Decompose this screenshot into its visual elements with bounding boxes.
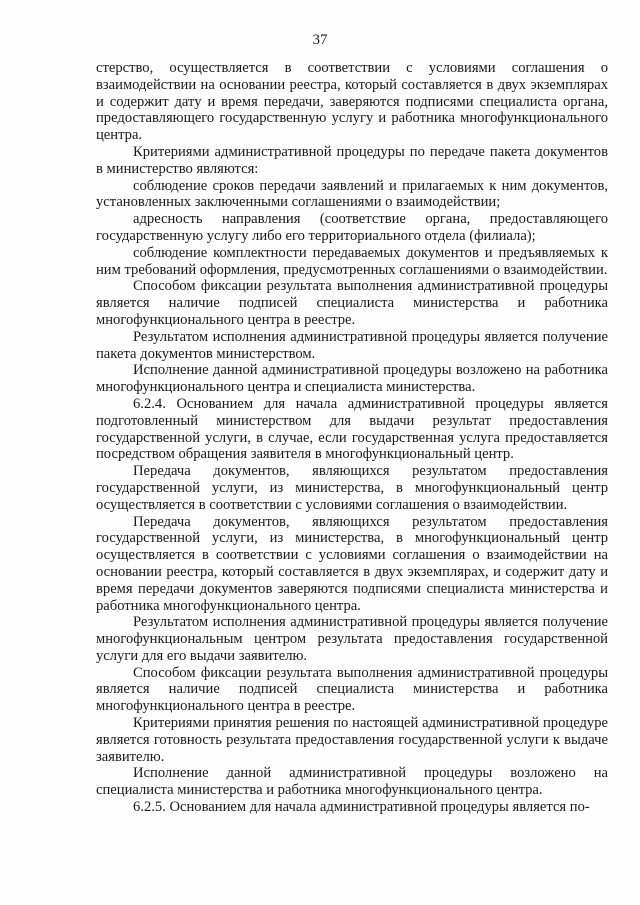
- paragraph-decision-criteria: Критериями принятия решения по настоящей административной процедуре является готовность результата предоставления государственной услуги к выдаче заявителю.: [96, 715, 608, 765]
- paragraph-responsibility: Исполнение данной административной процедуры возложено на работника многофункционального центра и специалиста министерства.: [96, 362, 608, 396]
- paragraph-responsibility-2: Исполнение данной административной процедуры возложено на специалиста министерства и работника многофункционального центра.: [96, 765, 608, 799]
- paragraph-fixation-method: Способом фиксации результата выполнения административной процедуры является наличие подписей специалиста министерства и работника многофункционального центра в реестре.: [96, 278, 608, 328]
- paragraph-criteria-deadlines: соблюдение сроков передачи заявлений и прилагаемых к ним документов, установленных заключенными соглашениями о взаимодействии;: [96, 177, 608, 211]
- paragraph-section-6-2-4: 6.2.4. Основанием для начала административной процедуры является подготовленный министерством для выдачи результат предоставления государственной услуги, в случае, если государственная услуга предоставляется посредством обращения заявителя в многофункциональный центр.: [96, 395, 608, 463]
- document-body: [96, 60, 608, 816]
- paragraph-section-6-2-5: 6.2.5. Основанием для начала административной процедуры является по-: [133, 799, 590, 816]
- paragraph-criteria-completeness: соблюдение комплектности передаваемых документов и предъявляемых к ним требований оформления, предусмотренных соглашениями о взаимодействии.: [96, 244, 608, 278]
- paragraph-result: Результатом исполнения административной процедуры является получение пакета документов министерством.: [96, 328, 608, 362]
- paragraph-criteria-addressing: адресность направления (соответствие органа, предоставляющего государственную услугу либо его территориального отдела (филиала);: [96, 211, 608, 244]
- paragraph-fixation-method-2: Способом фиксации результата выполнения административной процедуры является наличие подписей специалиста министерства и работника многофункционального центра в реестре.: [96, 664, 608, 715]
- paragraph-transfer-registry: Передача документов, являющихся результатом предоставления государственной услуги, из министерства, в многофункциональный центр осуществляется в соответствии с условиями соглашения о взаимодействии на основании реестра, который составляется в двух экземплярах, и содержит дату и время передачи документов заверяются подписями специалиста министерства и работника многофункционального центра.: [96, 513, 608, 614]
- paragraph-criteria-intro: Критериями административной процедуры по передаче пакета документов в министерство являются:: [96, 143, 608, 177]
- paragraph-transfer-documents: Передача документов, являющихся результатом предоставления государственной услуги, из министерства, в многофункциональный центр осуществляется в соответствии с условиями соглашения о взаимодействии.: [96, 463, 608, 513]
- paragraph-continuation: стерство, осуществляется в соответствии с условиями соглашения о взаимодействии на основании реестра, который составляется в двух экземплярах и содержит дату и время передачи, заверяются подписями специалиста органа, предоставляющего государственную услугу и работника многофункционального центра.: [96, 60, 608, 144]
- paragraph-result-receipt: Результатом исполнения административной процедуры является получение многофункциональным центром результата предоставления государственной услуги для его выдачи заявителю.: [96, 614, 608, 664]
- page-number: 37: [312, 32, 328, 48]
